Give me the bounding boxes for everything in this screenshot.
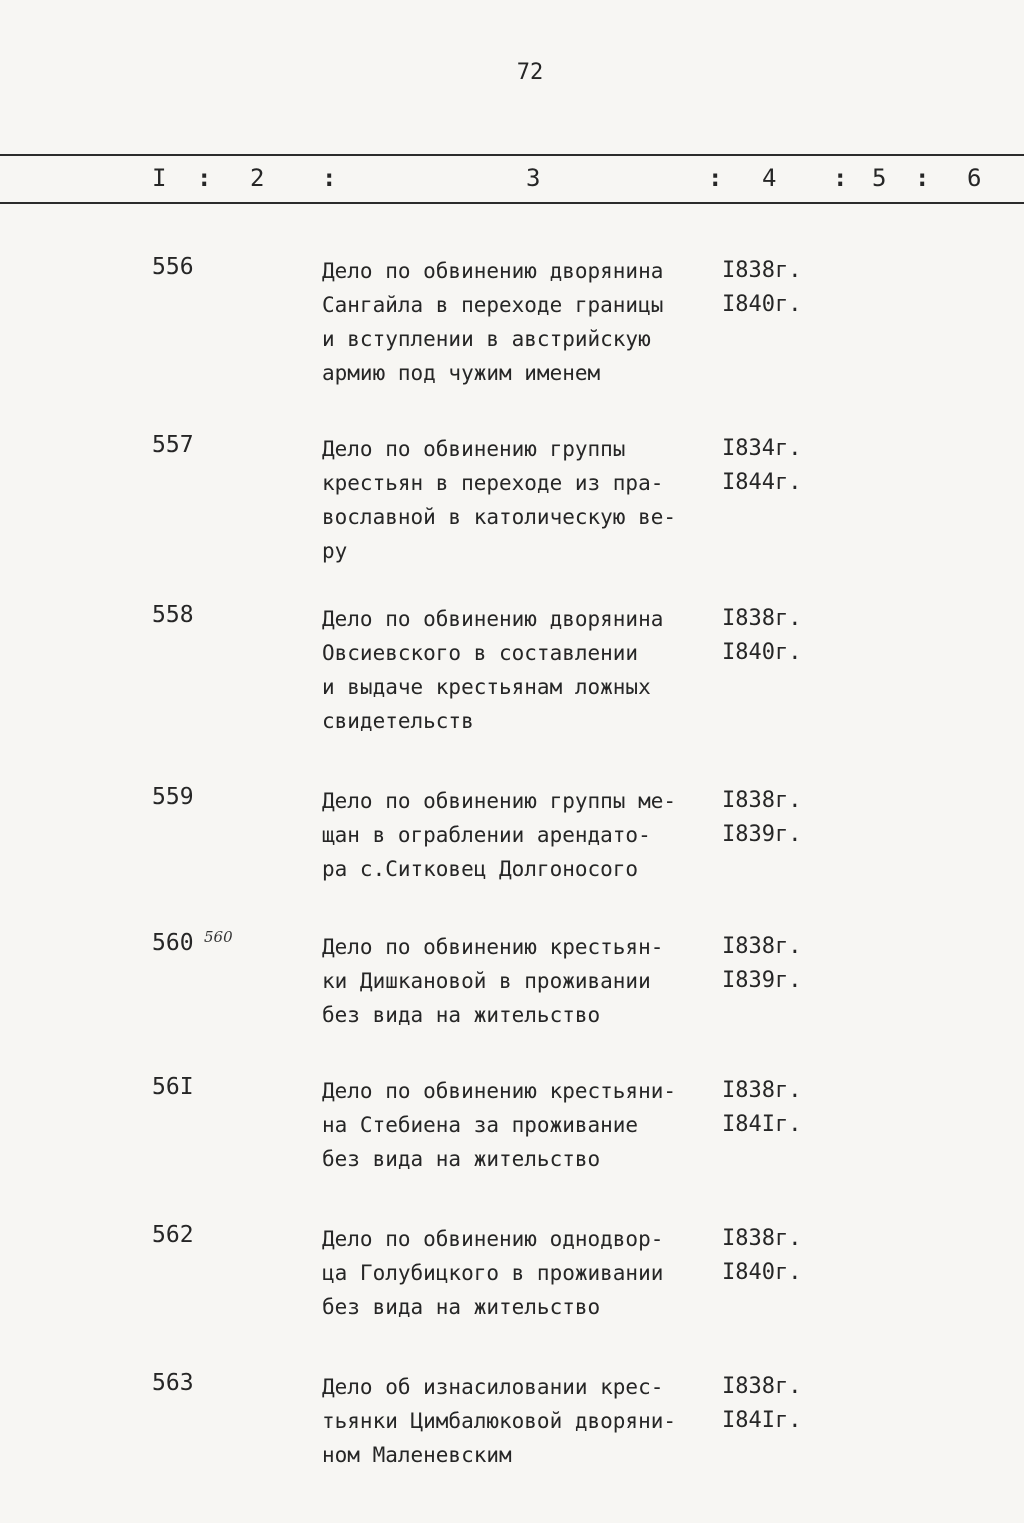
case-number: 558 (152, 602, 194, 628)
description-line: ра с.Ситковец Долгоносого (322, 857, 639, 881)
column-header-4: 4 (762, 164, 777, 192)
case-number: 56I (152, 1074, 194, 1100)
case-description (322, 784, 722, 886)
year-end: I84Iг. (722, 1112, 802, 1137)
description-line: без вида на жительство (322, 1003, 601, 1027)
description-line: без вида на жительство (322, 1295, 601, 1319)
year-end: I840г. (722, 292, 802, 317)
description-line: крестьян в переходе из пра- (322, 471, 664, 495)
description-line: Овсиевского в составлении (322, 641, 639, 665)
case-number: 559 (152, 784, 194, 810)
description-line: Дело об изнасиловании крес- (322, 1375, 664, 1399)
description-line: ном Маленевским (322, 1443, 512, 1467)
description-line: и выдаче крестьянам ложных (322, 675, 651, 699)
case-description (322, 602, 722, 738)
header-rule-top (0, 154, 1024, 156)
description-line: Дело по обвинению крестьян- (322, 935, 664, 959)
description-line: вославной в католическую ве- (322, 505, 677, 529)
year-start: I838г. (722, 934, 802, 959)
case-description (322, 1074, 722, 1176)
description-line: на Стебиена за проживание (322, 1113, 639, 1137)
case-description (322, 432, 722, 568)
year-start: I838г. (722, 1078, 802, 1103)
year-end: I839г. (722, 968, 802, 993)
year-start: I838г. (722, 606, 802, 631)
case-years (722, 784, 801, 852)
case-years (722, 432, 801, 500)
description-line: Дело по обвинению однодвор- (322, 1227, 664, 1251)
description-line: Сангайла в переходе границы (322, 293, 664, 317)
column-separator: : (197, 164, 212, 192)
year-start: I838г. (722, 788, 802, 813)
column-header-2: 2 (250, 164, 265, 192)
case-number: 562 (152, 1222, 194, 1248)
description-line: Дело по обвинению группы ме- (322, 789, 677, 813)
year-start: I838г. (722, 1374, 802, 1399)
description-line: Дело по обвинению крестьяни- (322, 1079, 677, 1103)
description-line: свидетельств (322, 709, 474, 733)
case-number: 563 (152, 1370, 194, 1396)
column-header-5: 5 (872, 164, 887, 192)
year-end: I840г. (722, 1260, 802, 1285)
description-line: тьянки Цимбалюковой дворяни- (322, 1409, 677, 1433)
column-separator: : (915, 164, 930, 192)
description-line: без вида на жительство (322, 1147, 601, 1171)
description-line: Дело по обвинению группы (322, 437, 626, 461)
case-years (722, 930, 801, 998)
header-rule-bottom (0, 202, 1024, 204)
year-start: I834г. (722, 436, 802, 461)
column-separator: : (708, 164, 723, 192)
case-number: 556 (152, 254, 194, 280)
description-line: армию под чужим именем (322, 361, 601, 385)
description-line: Дело по обвинению дворянина (322, 259, 664, 283)
description-line: ки Дишкановой в проживании (322, 969, 651, 993)
column-header-3: 3 (526, 164, 541, 192)
description-line: и вступлении в австрийскую (322, 327, 651, 351)
case-description (322, 930, 722, 1032)
year-end: I84Iг. (722, 1408, 802, 1433)
case-number: 557 (152, 432, 194, 458)
case-number: 560 (152, 930, 194, 956)
description-line: ца Голубицкого в проживании (322, 1261, 664, 1285)
case-years (722, 1074, 801, 1142)
year-end: I839г. (722, 822, 802, 847)
case-description (322, 254, 722, 390)
case-description (322, 1370, 722, 1472)
column-separator: : (833, 164, 848, 192)
year-start: I838г. (722, 258, 802, 283)
year-start: I838г. (722, 1226, 802, 1251)
description-line: ру (322, 539, 348, 563)
handwritten-number: 560 (204, 928, 233, 946)
description-line: Дело по обвинению дворянина (322, 607, 664, 631)
year-end: I840г. (722, 640, 802, 665)
case-years (722, 1370, 801, 1438)
page-number: 72 (516, 60, 544, 85)
case-description (322, 1222, 722, 1324)
year-end: I844г. (722, 470, 802, 495)
case-years (722, 602, 801, 670)
column-separator: : (322, 164, 337, 192)
case-years (722, 1222, 801, 1290)
case-years (722, 254, 801, 322)
column-header-6: 6 (967, 164, 982, 192)
description-line: щан в ограблении арендато- (322, 823, 651, 847)
column-header-1: I (152, 164, 167, 192)
